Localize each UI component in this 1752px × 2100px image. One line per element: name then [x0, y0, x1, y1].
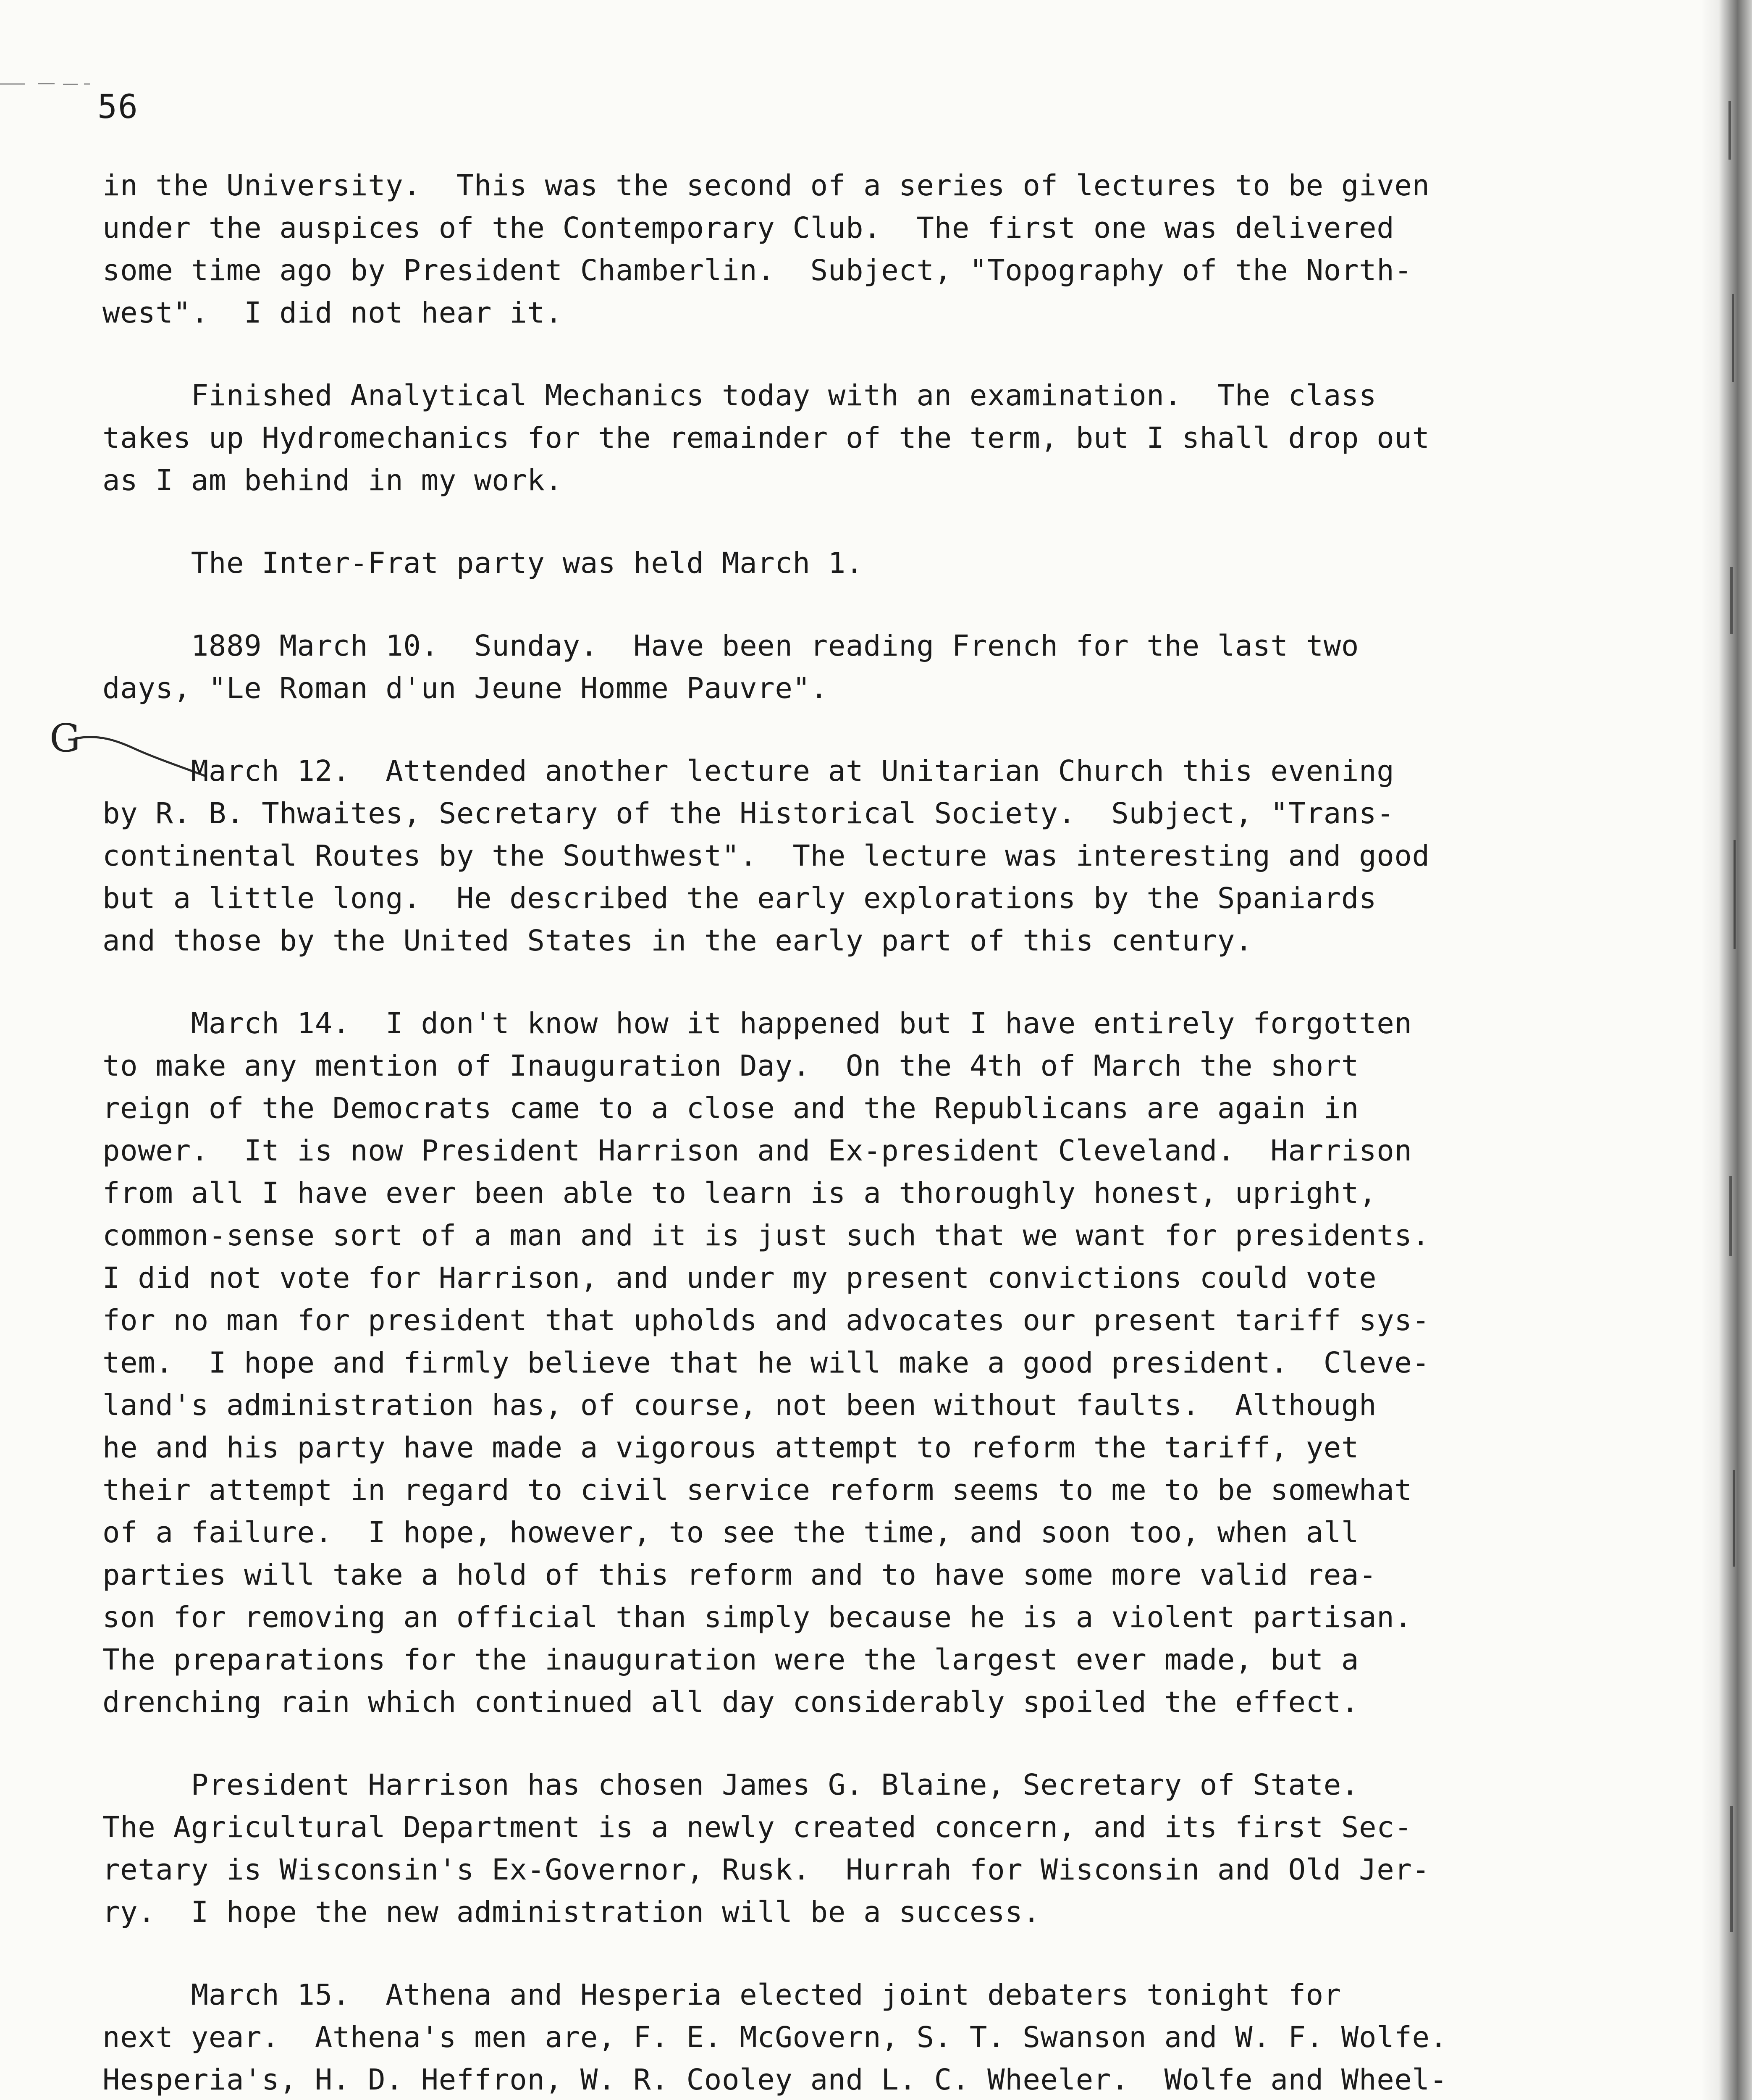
paragraph — [102, 1003, 1694, 1724]
text-line: their attempt in regard to civil service reform seems to me to be somewhat — [102, 1473, 1412, 1507]
text-line: March 15. Athena and Hesperia elected joint debaters tonight for — [102, 1978, 1341, 2012]
text-line: some time ago by President Chamberlin. Subject, "Topography of the North- — [102, 254, 1412, 287]
paragraph — [102, 1974, 1694, 2100]
paragraph — [102, 625, 1694, 710]
text-line: in the University. This was the second of a series of lectures to be given — [102, 169, 1430, 202]
paragraph — [102, 750, 1694, 962]
text-line: continental Routes by the Southwest". The lecture was interesting and good — [102, 839, 1430, 873]
text-line: ry. I hope the new administration will be a success. — [102, 1895, 1041, 1929]
text-line: takes up Hydromechanics for the remainder of the term, but I shall drop out — [102, 421, 1430, 455]
text-line: The preparations for the inauguration were the largest ever made, but a — [102, 1643, 1359, 1677]
text-line: next year. Athena's men are, F. E. McGovern, S. T. Swanson and W. F. Wolfe. — [102, 2021, 1448, 2054]
scan-edge-specks — [1701, 0, 1752, 2100]
text-line: President Harrison has chosen James G. Blaine, Secretary of State. — [102, 1768, 1359, 1802]
paragraph — [102, 542, 1694, 585]
text-line: he and his party have made a vigorous attempt to reform the tariff, yet — [102, 1431, 1359, 1465]
text-line: land's administration has, of course, not been without faults. Although — [102, 1389, 1377, 1422]
text-line: 1889 March 10. Sunday. Have been reading French for the last two — [102, 629, 1359, 663]
text-line: power. It is now President Harrison and Ex-president Cleveland. Harrison — [102, 1134, 1412, 1168]
text-line: parties will take a hold of this reform and to have some more valid rea- — [102, 1558, 1377, 1592]
text-line: retary is Wisconsin's Ex-Governor, Rusk. Hurrah for Wisconsin and Old Jer- — [102, 1853, 1430, 1887]
margin-note-letter: G — [50, 716, 81, 761]
text-line: to make any mention of Inauguration Day. On the 4th of March the short — [102, 1049, 1359, 1083]
text-line: March 12. Attended another lecture at Unitarian Church this evening — [102, 754, 1395, 788]
paragraph — [102, 1764, 1694, 1934]
page-number: 56 — [97, 88, 139, 126]
scan-mark — [0, 80, 101, 88]
paragraph — [102, 165, 1694, 334]
text-line: I did not vote for Harrison, and under my present convictions could vote — [102, 1261, 1377, 1295]
text-line: March 14. I don't know how it happened but I have entirely forgotten — [102, 1007, 1412, 1040]
body-text — [102, 165, 1694, 2100]
text-line: reign of the Democrats came to a close and the Republicans are again in — [102, 1092, 1359, 1125]
text-line: from all I have ever been able to learn is a thoroughly honest, upright, — [102, 1176, 1377, 1210]
text-line: for no man for president that upholds and advocates our present tariff sys- — [102, 1304, 1430, 1337]
text-line: west". I did not hear it. — [102, 296, 563, 330]
text-line: The Agricultural Department is a newly created concern, and its first Sec- — [102, 1811, 1412, 1844]
text-line: of a failure. I hope, however, to see the time, and soon too, when all — [102, 1516, 1359, 1549]
text-line: by R. B. Thwaites, Secretary of the Historical Society. Subject, "Trans- — [102, 797, 1395, 830]
text-line: Finished Analytical Mechanics today with an examination. The class — [102, 379, 1377, 412]
text-line: The Inter-Frat party was held March 1. — [102, 546, 864, 580]
text-line: under the auspices of the Contemporary Club. The first one was delivered — [102, 211, 1395, 245]
text-line: as I am behind in my work. — [102, 464, 563, 497]
text-line: Hesperia's, H. D. Heffron, W. R. Cooley and L. C. Wheeler. Wolfe and Wheel- — [102, 2063, 1448, 2097]
text-line: but a little long. He described the early explorations by the Spaniards — [102, 882, 1377, 915]
text-line: tem. I hope and firmly believe that he will make a good president. Cleve- — [102, 1346, 1430, 1380]
text-line: drenching rain which continued all day considerably spoiled the effect. — [102, 1685, 1359, 1719]
text-line: and those by the United States in the early part of this century. — [102, 924, 1253, 958]
paragraph — [102, 375, 1694, 502]
text-line: common-sense sort of a man and it is just such that we want for presidents. — [102, 1219, 1430, 1252]
text-line: days, "Le Roman d'un Jeune Homme Pauvre". — [102, 672, 828, 705]
text-line: son for removing an official than simply because he is a violent partisan. — [102, 1601, 1412, 1634]
